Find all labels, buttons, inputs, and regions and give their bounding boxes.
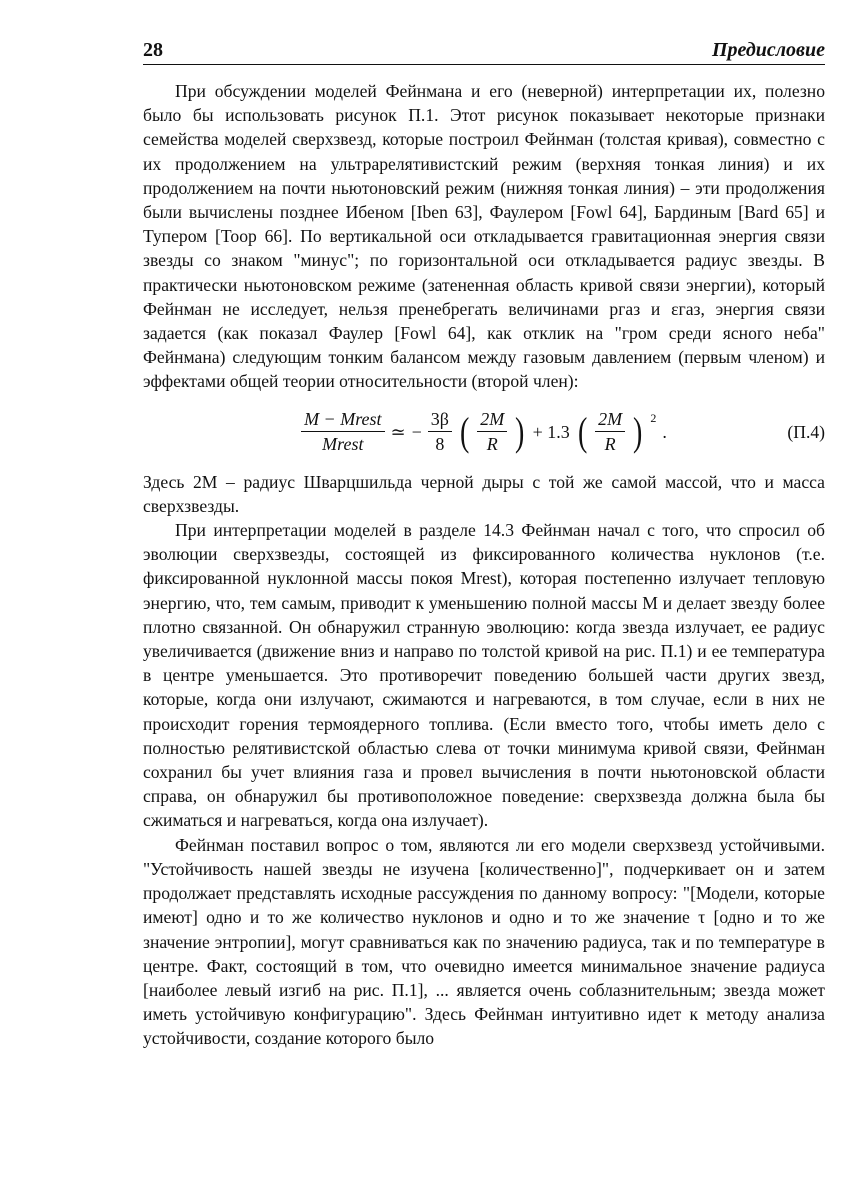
left-paren-2: ( [577,408,588,454]
lhs-fraction [301,408,384,455]
ratio-fraction-2 [595,408,625,455]
equation-end: . [662,421,667,442]
lhs-denominator: Mrest [322,434,364,455]
ratio-denominator-2: R [604,434,616,455]
section-title: Предисловие [711,39,825,61]
left-paren-1: ( [459,408,470,454]
right-paren-1: ) [515,408,525,454]
paragraph-2: Здесь 2M – радиус Шварцшильда черной дыры с той же самой массой, что и масса сверхзвезды. [143,471,825,516]
minus-sign: − [411,421,422,442]
ratio-numerator-2: 2M [595,408,625,432]
relation-sign: ≃ [390,421,406,442]
equation-number: (П.4) [787,421,825,442]
paragraph-4: Фейнман поставил вопрос о том, являются ли его модели сверхзвезд устойчивыми. "Устойчивость нашей звезды не изучена [количественно]", подчеркивает он и затем продолжает представлять исходные рассуждения по данному вопросу: "[Модели, которые имеют] одно и то же количество нуклонов и одно и то же значение τ [одно и то же значение энтропии], могут сравниваться как по значению радиуса, так и по температуре в центре. Факт, состоящий в том, что очевидно имеется минимальное значение радиуса [наиболее левый изгиб на рис. П.1], ... является очень соблазнительным; звезда может иметь устойчивую конфигурацию". Здесь Фейнман интуитивно идет к методу анализа устойчивости, создание которого было [143,834,825,1049]
lhs-numerator: M − Mrest [301,408,384,432]
body-text [143,79,825,1051]
ratio-fraction-1 [477,408,507,455]
ratio-numerator-1: 2M [477,408,507,432]
equation-body [301,408,667,455]
right-paren-2: ) [633,408,643,454]
ratio-denominator-1: R [486,434,498,455]
page [143,36,825,1051]
coef-numerator: 3β [428,408,452,432]
paragraph-1: При обсуждении моделей Фейнмана и его (неверной) интерпретации их, полезно было бы использовать рисунок П.1. Этот рисунок показывает некоторые признаки семейства моделей сверхзвезд, которые построил Фейнман (толстая кривая), совместно с их продолжением на ультрарелятивистский режим (верхняя тонкая линия) и их продолжением на почти ньютоновский режим (нижняя тонкая линия) – эти продолжения были вычислены позднее Ибеном [Iben 63], Фаулером [Fowl 64], Бардиным [Bard 65] и Тупером [Toop 66]. По вертикальной оси откладывается гравитационная энергия связи звезды со знаком "минус"; по горизонтальной оси откладывается радиус звезды. В практически ньютоновском режиме (затененная область кривой связи энергии), который Фейнман не исследует, нельзя пренебрегать величинами pгаз и εгаз, энергия связи задается (как показал Фаулер [Fowl 64], как отклик на "гром среди ясного неба" Фейнмана) следующим тонким балансом между газовым давлением (первым членом) и эффектами общей теории относительности (второй член): [143,81,825,392]
coef-denominator: 8 [435,434,445,455]
running-head [143,36,825,65]
coef-fraction [428,408,452,455]
equation-p4 [143,394,825,470]
page-number: 28 [143,39,163,61]
second-coefficient: + 1.3 [532,421,570,442]
paragraph-3: При интерпретации моделей в разделе 14.3 Фейнман начал с того, что спросил об эволюции сверхзвезды, состоящей из фиксированного количества нуклонов (т.е. фиксированной нуклонной массы покоя Mrest), которая постепенно излучает тепловую энергию, что, тем самым, приводит к уменьшению полной массы M и делает звезду более плотно связанной. Он обнаружил странную эволюцию: когда звезда излучает, ее радиус увеличивается (движение вниз и направо по толстой кривой на рис. П.1) и ее температура в центре уменьшается. Это противоречит поведению большей части других звезд, которые, когда они излучают, сжимаются и нагреваются, в том случае, если в них не происходит горения термоядерного топлива. (Если вместо того, чтобы иметь дело с полностью релятивистской областью слева от точки минимума кривой связи, Фейнман сохранил бы учет влияния газа и провел вычисления в почти ньютоновской области справа, он обнаружил бы противоположное поведение: сверхзвезда должна была бы сжиматься и нагреваться, когда она излучает). [143,520,825,831]
exponent: 2 [650,410,657,425]
